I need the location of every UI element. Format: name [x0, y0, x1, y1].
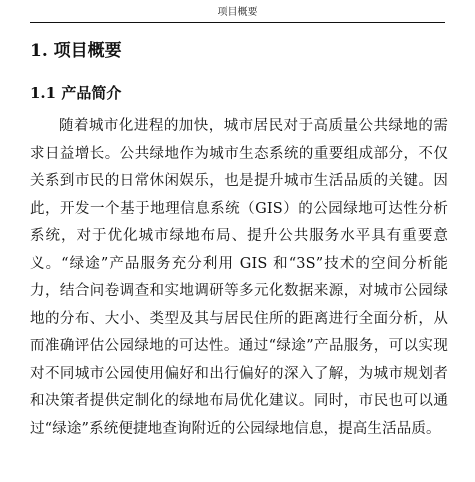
body-paragraph: 随着城市化进程的加快，城市居民对于高质量公共绿地的需求日益增长。公共绿地作为城市生态系统的重要组成部分，不仅关系到市民的日常休闲娱乐，也是提升城市生活品质的关键。因此，开发一个基于地理信息系统（GIS）的公园绿地可达性分析系统，对于优化城市绿地布局、提升公共服务水平具有重要意义。“绿途”产品服务充分利用 GIS 和“3S”技术的空间分析能力，结合问卷调查和实地调研等多元化数据来源，对城市公园绿地的分布、大小、类型及其与居民住所的距离进行全面分析，从而准确评估公园绿地的可达性。通过“绿途”产品服务，可以实现对不同城市公园使用偏好和出行偏好的深入了解，为城市规划者和决策者提供定制化的绿地布局优化建议。同时，市民也可以通过“绿途”系统便捷地查询附近的公园绿地信息，提高生活品质。	[30, 118, 448, 437]
subsection-heading: 1.1 产品简介	[30, 84, 122, 102]
header-rule	[30, 22, 445, 23]
section-heading: 1. 项目概要	[30, 41, 122, 61]
running-header: 项目概要	[217, 7, 258, 18]
